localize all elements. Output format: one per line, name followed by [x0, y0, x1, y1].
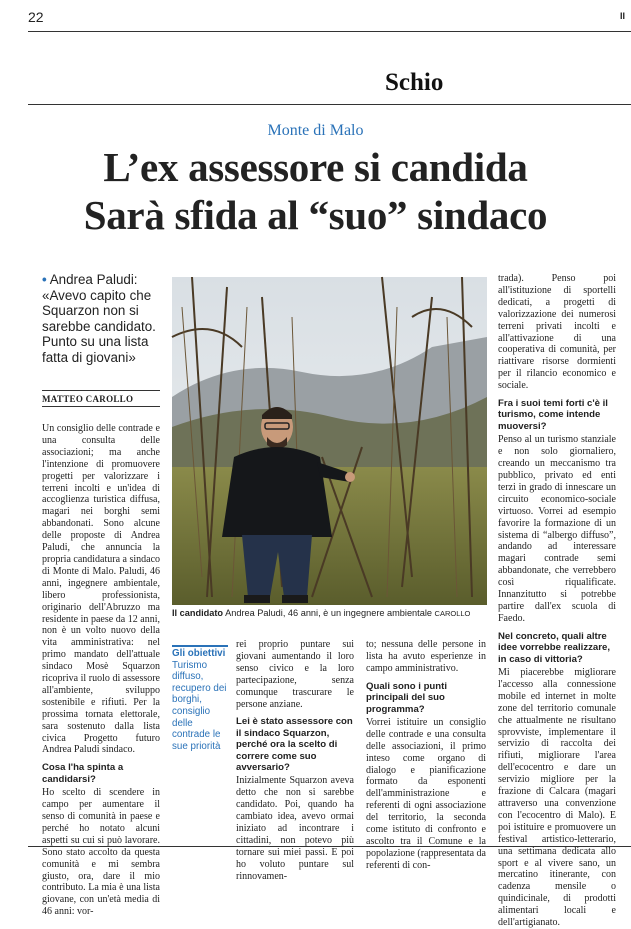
article-column-4 — [498, 273, 616, 929]
caption-text: Andrea Paludi, 46 anni, è un ingegnere ambientale — [225, 608, 432, 618]
paragraph: Mi piacerebbe migliorare l'accesso alla connessione mobile ed internet in molte zone del territorio comunale che attualmente ne risultano sprovviste, implementare il servizio di raccolta dei rifiuti, migliorare l'area dell'ecocentro e dare un servizio migliore per la frazione di Calcara (magari attraverso una convenzione con l'ecocentro di Malo). E poi istituire e promuovere un festival artistico-letterario, una settimana dedicata allo sport e al vivere sano, un mercatino itinerante, con cadenza mensile o quindicinale, di prodotti alimentari locali e dell'artigianato. — [498, 667, 616, 929]
article-summary — [42, 272, 160, 365]
paragraph: trada). Penso poi all'istituzione di sportelli dedicati, a progetti di valorizzazione dei numerosi terreni privati incolti e all'attivazione di una cooperativa di comunità, per riattivare risorse dormienti per il rilancio economico e sociale. — [498, 273, 616, 392]
paragraph: to; nessuna delle persone in lista ha avuto esperienze in campo amministrativo. — [366, 639, 486, 674]
photo-caption — [172, 608, 502, 618]
article-column-2 — [236, 639, 354, 882]
question: Lei è stato assessore con il sindaco Squarzon, perché ora la scelto di correre come suo avversario? — [236, 716, 353, 774]
box-divider — [172, 645, 228, 647]
section-title: Schio — [385, 69, 444, 96]
paragraph: Vorrei istituire un consiglio delle contrade e una consulta delle associazioni, il primo inteso come organo di dialogo e pianificazione formato da esponenti dell'amministrazione e referenti di ogni associazione del territorio, la seconda come istituto di confronto e ascolto tra il Comune e la popolazione (rappresentata da referenti di con- — [366, 716, 486, 871]
article-column-3 — [366, 639, 486, 871]
headline-line-1: L’ex assessore si candida — [103, 144, 528, 190]
bottom-divider — [28, 846, 631, 847]
question: Cosa l'ha spinta a candidarsi? — [42, 762, 124, 785]
article-kicker: Monte di Malo — [267, 122, 364, 139]
top-divider — [28, 31, 631, 32]
caption-label: Il candidato — [172, 608, 224, 618]
paragraph: Penso al un turismo stanziale e non solo giornaliero, creando un meccanismo tra pubblico, privato ed enti terzi in grado di innescare un circuito economico-sociale virtuoso. Vorrei ad esempio favorire la formazione di un sistema di “albergo diffuso”, andando ad interessare magari contrade semi abbandonate, che verrebbero così riqualificate. Innanzitutto si potrebbe partire dall'ex scuola di Faedo. — [498, 434, 616, 624]
page-number: 22 — [28, 9, 44, 25]
section-divider — [28, 104, 631, 105]
box-title: Gli obiettivi — [172, 648, 226, 659]
article-column-1 — [42, 423, 161, 918]
summary-quote: «Avevo capito che Squarzon non si sarebbe candidato. Punto su una lista fatta di giovani» — [42, 287, 156, 365]
box-text: Turismo diffuso, recupero dei borghi, consiglio delle contrade le sue priorità — [172, 659, 227, 752]
candidate-photo — [172, 277, 487, 605]
article-headline — [0, 143, 631, 239]
paragraph: Inizialmente Squarzon aveva detto che non si sarebbe candidato. Poi, quando ha cambiato idea, avevo ormai iniziato ad incontrare i cittadini, non potevo più tornare sui miei passi. E poi ho voluto puntare sul rinnovamen- — [236, 775, 354, 882]
photo-illustration — [172, 277, 487, 605]
question: Nel concreto, quali altre idee vorrebbe realizzare, in caso di vittoria? — [498, 630, 610, 665]
paragraph: Ho scelto di scendere in campo per aumentare il senso di comunità in paese e perché ho notato alcuni aspetti su cui si può lavorare. Sono stato accolto da questa comunità e mi sembra giusto, ora, dare il mio contributo. La mia è una lista giovane, con un'età media di 46 anni: vor- — [42, 787, 160, 918]
page-mark: II — [619, 11, 625, 21]
question: Fra i suoi temi forti c'è il turismo, come intende muoversi? — [498, 398, 608, 432]
bullet-icon: • — [42, 272, 47, 287]
headline-line-2: Sarà sfida al “suo” sindaco — [83, 192, 548, 238]
author-byline: MATTEO CAROLLO — [42, 390, 160, 407]
summary-name: Andrea Paludi: — [49, 272, 138, 287]
question: Quali sono i punti principali del suo programma? — [366, 680, 448, 715]
caption-credit: CAROLLO — [434, 609, 471, 618]
paragraph: rei proprio puntare sui giovani aumentando il loro senso civico e la loro partecipazione, senza comunque trascurare le persone anziane. — [236, 639, 354, 710]
paragraph: Un consiglio delle contrade e una consulta delle associazioni; ma anche l'intenzione di promuovere progetti per valorizzare i terreni incolti e un'idea di accoglienza turistica diffusa, magari nei borghi semi abbandonati. Sono alcune delle proposte di Andrea Paludi, che annuncia la propria candidatura a sindaco di Monte di Malo. Paludi, 46 anni, ingegnere ambientale, libero professionista, originario dell'Abruzzo ma residente in paese da 12 anni, non è un volto nuovo della vita amministrativa: nel primo mandato dell'attuale sindaco Mosè Squarzon ricopriva il ruolo di assessore all'ambiente, sviluppo sostenibile e rifiuti. Per la prossima tornata elettorale, sara sostenuto dalla lista civica Progetto futuro Andrea Paludi sindaco. — [42, 423, 161, 756]
objectives-box — [172, 648, 228, 752]
